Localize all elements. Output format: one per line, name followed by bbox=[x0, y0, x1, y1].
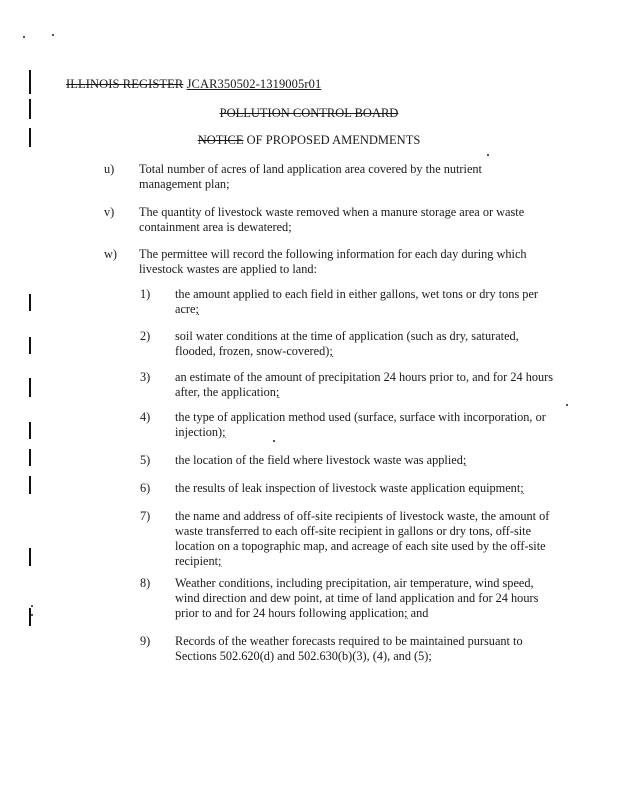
subitem-text: the location of the field where livestock waste was applied bbox=[175, 453, 463, 467]
notice-title bbox=[0, 133, 618, 148]
revision-bar bbox=[29, 70, 31, 94]
scan-speck bbox=[31, 614, 33, 616]
subitem-inserted: ; bbox=[275, 385, 280, 399]
scan-speck bbox=[23, 36, 25, 38]
subitem-text: the type of application method used (surface, surface with incorporation, or injection) bbox=[175, 410, 546, 439]
revision-bar bbox=[29, 608, 31, 626]
subitem-label: 2) bbox=[140, 329, 151, 343]
revision-bar bbox=[29, 337, 31, 354]
register-header bbox=[66, 77, 321, 92]
agency-name: POLLUTION CONTROL BOARD bbox=[219, 106, 399, 120]
subitem-text: soil water conditions at the time of application (such as dry, saturated, flooded, frozen, snow-covered) bbox=[175, 329, 519, 358]
subitem-text: the results of leak inspection of livestock waste application equipment bbox=[175, 481, 521, 495]
subitem-text-wrap bbox=[175, 509, 555, 569]
item-text: The permittee will record the following information for each day during which livestock wastes are applied to land: bbox=[139, 247, 527, 276]
subitem-text-wrap bbox=[175, 634, 555, 664]
revision-bar bbox=[29, 422, 31, 439]
subitem-inserted: ; bbox=[329, 344, 333, 358]
subitem-label: 7) bbox=[140, 509, 151, 523]
subitem-inserted: ; bbox=[222, 425, 226, 439]
subitem-label: 6) bbox=[140, 481, 151, 495]
register-id-inserted: JCAR350502-1319005r01 bbox=[186, 77, 322, 91]
revision-bar bbox=[29, 378, 31, 397]
subitem-text: the name and address of off-site recipients of livestock waste, the amount of waste transferred to each off-site recipient in gallons or dry tons, off-site location on a topographic map, and acreage of each site used by the off-site recipient bbox=[175, 509, 550, 568]
subitem-inserted: ; bbox=[218, 554, 222, 568]
item-text: Total number of acres of land application area covered by the nutrient management plan; bbox=[139, 162, 482, 191]
subitem-text-wrap bbox=[175, 370, 555, 400]
subitem-text: Weather conditions, including precipitation, air temperature, wind speed, wind direction and dew point, at time of land application and for 24 hours prior to and for 24 hours following application bbox=[175, 576, 539, 620]
item-label: u) bbox=[104, 162, 115, 176]
scan-speck bbox=[273, 440, 275, 442]
scan-speck bbox=[566, 404, 568, 406]
subitem-text-wrap bbox=[175, 576, 555, 621]
subitem-tail: and bbox=[407, 606, 429, 620]
subitem-label: 9) bbox=[140, 634, 151, 648]
subitem-inserted: ; bbox=[195, 302, 199, 316]
subitem-inserted: ; bbox=[462, 453, 467, 467]
subitem-text: an estimate of the amount of precipitation 24 hours prior to, and for 24 hours after, the application bbox=[175, 370, 554, 399]
item-label: w) bbox=[104, 247, 117, 261]
revision-bar bbox=[29, 476, 31, 494]
revision-bar bbox=[29, 294, 31, 311]
subitem-label: 4) bbox=[140, 410, 151, 424]
subitem-label: 5) bbox=[140, 453, 151, 467]
subitem-text-wrap bbox=[175, 453, 555, 468]
notice-struck: NOTICE bbox=[197, 133, 244, 147]
item-label: v) bbox=[104, 205, 115, 219]
notice-rest: OF PROPOSED AMENDMENTS bbox=[243, 133, 421, 147]
subitem-label: 8) bbox=[140, 576, 151, 590]
subitem-text-wrap bbox=[175, 287, 555, 317]
item-text: The quantity of livestock waste removed when a manure storage area or waste containment area is dewatered; bbox=[139, 205, 525, 234]
subitem-inserted: ; bbox=[520, 481, 524, 495]
scan-speck bbox=[487, 154, 489, 156]
subitem-text: the amount applied to each field in either gallons, wet tons or dry tons per acre bbox=[175, 287, 539, 316]
register-title-struck: ILLINOIS REGISTER bbox=[66, 77, 184, 91]
subitem-text-wrap bbox=[175, 329, 555, 359]
subitem-label: 1) bbox=[140, 287, 151, 301]
scan-speck bbox=[52, 34, 54, 36]
subitem-text: Records of the weather forecasts required to be maintained pursuant to Sections 502.620(d) and 502.630(b)(3), (4), and (5); bbox=[175, 634, 523, 663]
subitem-label: 3) bbox=[140, 370, 151, 384]
subitem-inserted: ; bbox=[404, 606, 408, 620]
revision-bar bbox=[29, 449, 31, 466]
revision-bar bbox=[29, 548, 31, 566]
agency-title bbox=[0, 106, 618, 121]
scan-speck bbox=[31, 605, 33, 607]
subitem-text-wrap bbox=[175, 481, 555, 496]
subitem-text-wrap bbox=[175, 410, 555, 440]
